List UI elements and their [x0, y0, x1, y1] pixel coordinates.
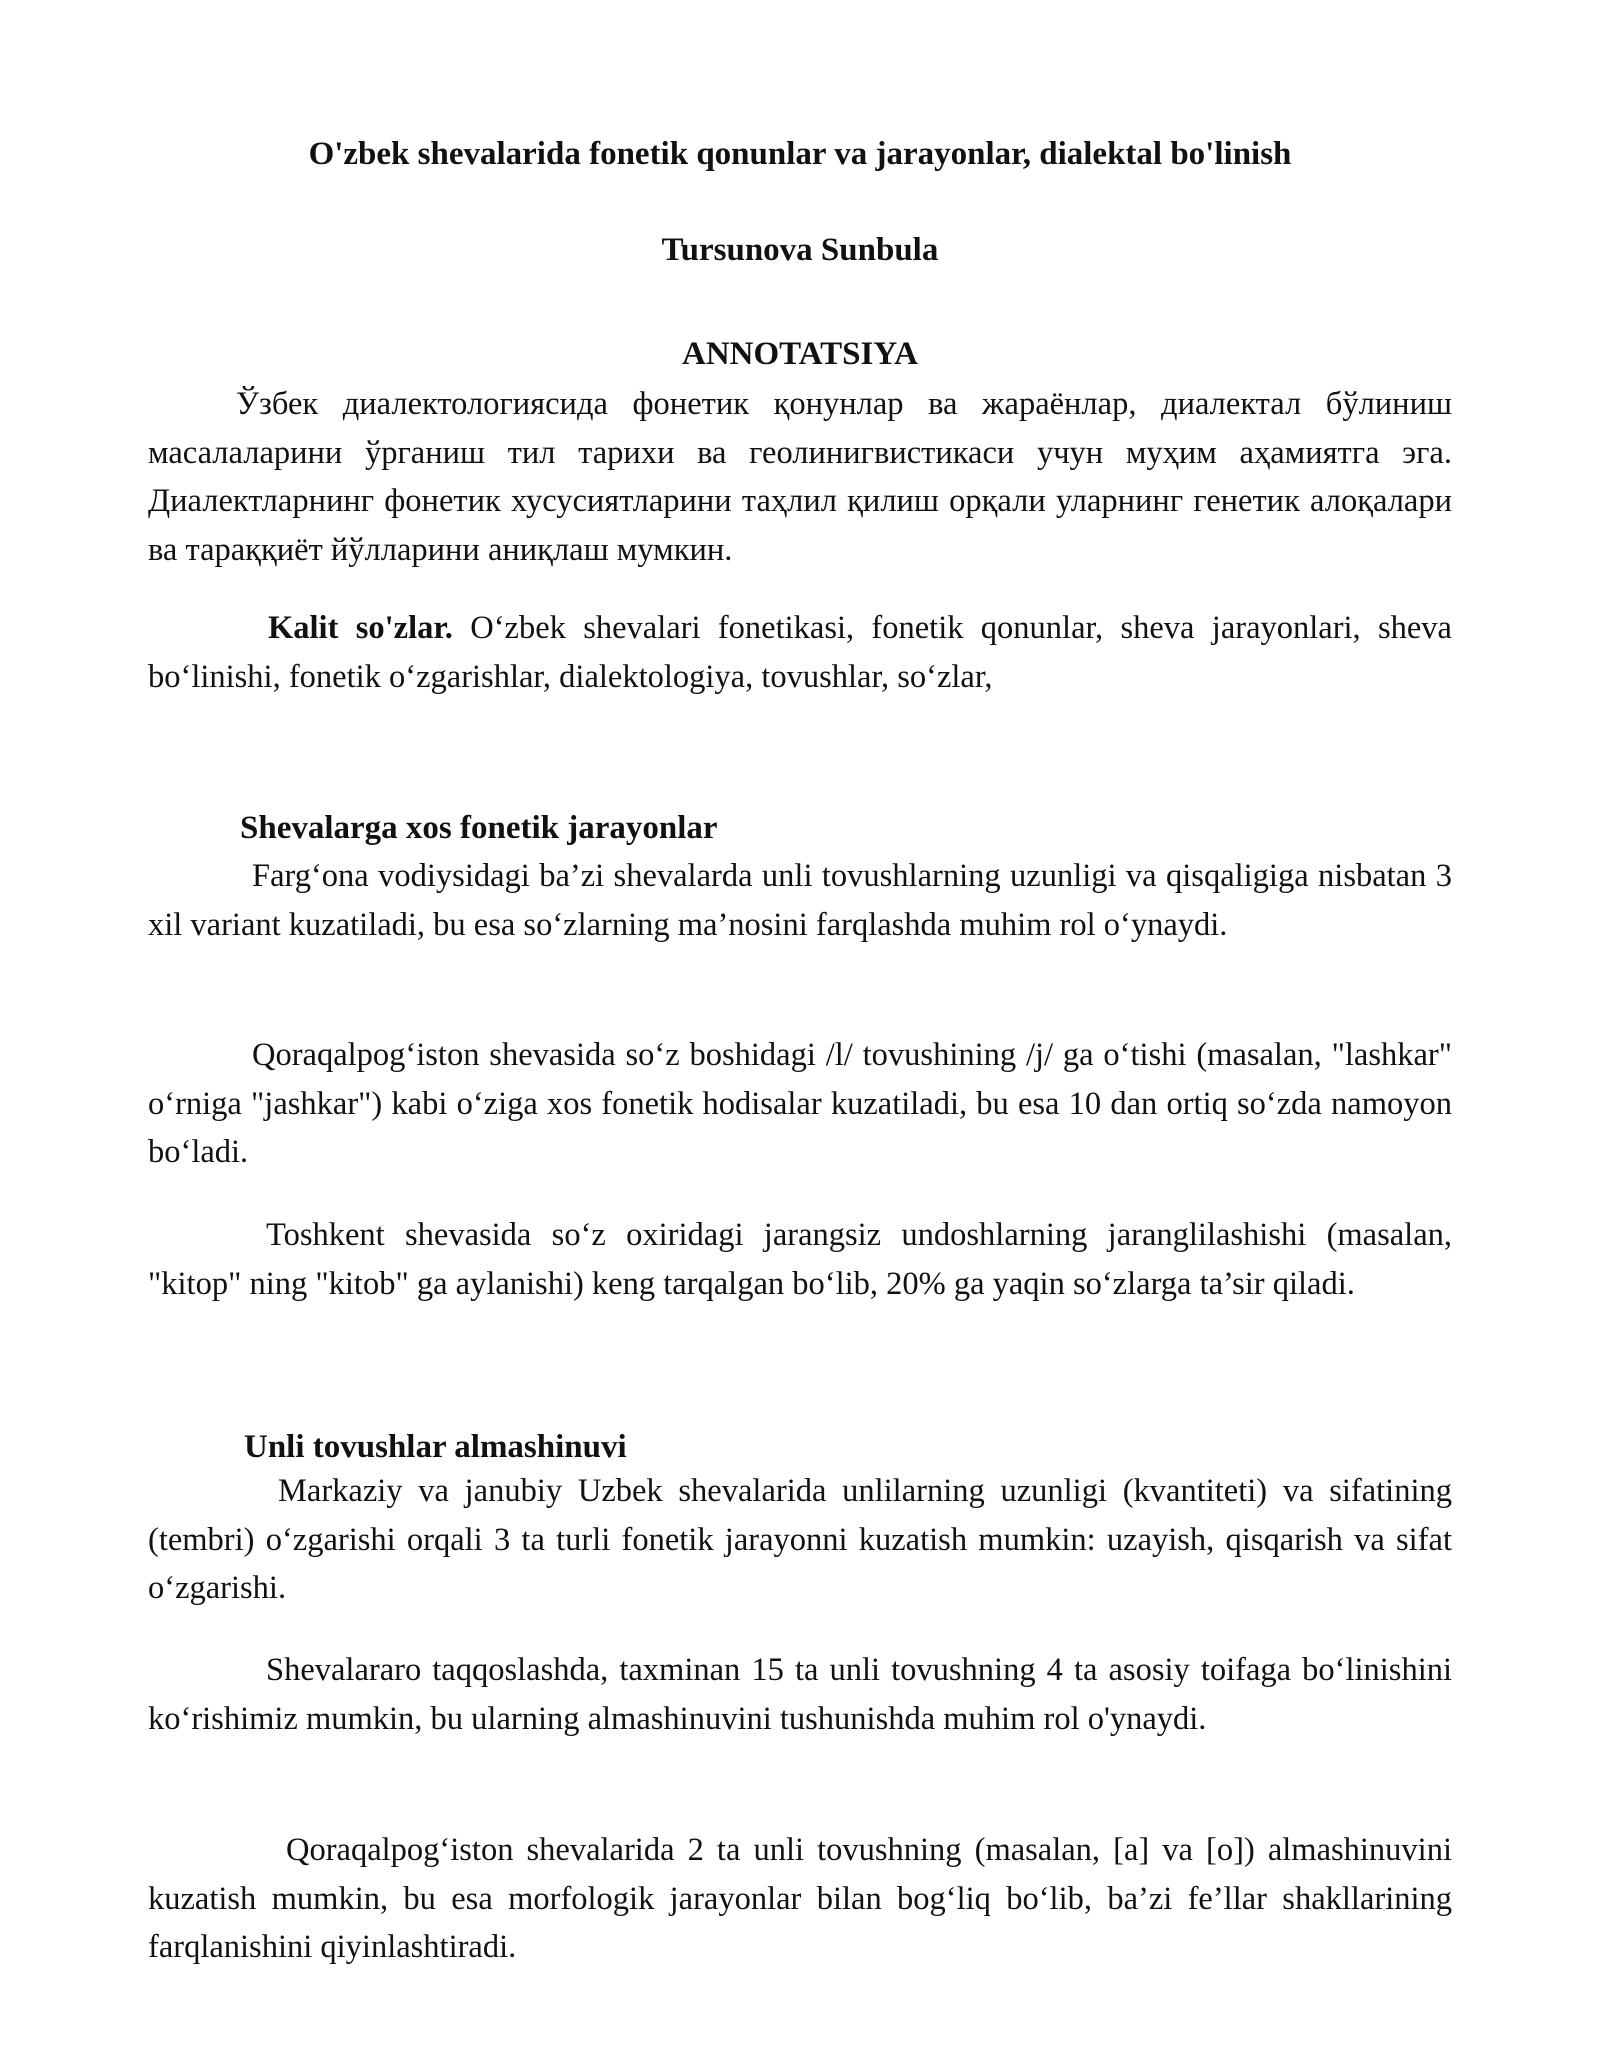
annotation-heading: ANNOTATSIYA: [682, 336, 918, 372]
section-heading-vowel-alternation: Unli tovushlar almashinuvi: [244, 1429, 627, 1465]
author-name: Tursunova Sunbula: [661, 232, 939, 268]
section-2-paragraph-3: Qoraqalpog‘iston shevalarida 2 ta unli tovushning (masalan, [a] va [o]) almashinuvini kuzatish mumkin, bu esa morfologik jarayonlar bilan bog‘liq bo‘lib, ba’zi fe’llar shakllarining farqlanishini qiyinlashtiradi.: [148, 1832, 1452, 1965]
section-1-paragraph-2: Qoraqalpog‘iston shevasida so‘z boshidagi /l/ tovushining /j/ ga o‘tishi (masalan, "lashkar" o‘rniga "jashkar") kabi o‘ziga xos fonetik hodisalar kuzatiladi, bu esa 10 dan ortiq so‘zda namoyon bo‘ladi.: [148, 1037, 1452, 1170]
keywords-label: Kalit so'zlar.: [268, 610, 453, 646]
section-1-paragraph-3: Toshkent shevasida so‘z oxiridagi jarangsiz undoshlarning jaranglilashishi (masalan, "kitop" ning "kitob" ga aylanishi) keng tarqalgan bo‘lib, 20% ga yaqin so‘zlarga ta’sir qiladi.: [148, 1217, 1452, 1302]
annotation-text: Ўзбек диалектологиясида фонетик қонунлар ва жараёнлар, диалектал бўлиниш масалаларини ўрганиш тил тарихи ва геолинигвистикаси учун муҳим аҳамиятга эга. Диалектларнинг фонетик хусусиятларини таҳлил қилиш орқали уларнинг генетик алоқалари ва тараққиёт йўлларини аниқлаш мумкин.: [148, 386, 1452, 568]
document-title: O'zbek shevalarida fonetik qonunlar va jarayonlar, dialektal bo'linish: [308, 136, 1292, 172]
section-1-paragraph-1: Farg‘ona vodiysidagi ba’zi shevalarda unli tovushlarning uzunligi va qisqaligiga nisbatan 3 xil variant kuzatiladi, bu esa so‘zlarning ma’nosini farqlashda muhim rol o‘ynaydi.: [148, 858, 1452, 943]
keywords-paragraph: [148, 604, 1452, 701]
section-heading-phonetic-processes: Shevalarga xos fonetik jarayonlar: [240, 810, 718, 846]
keywords-text: O‘zbek shevalari fonetikasi, fonetik qonunlar, sheva jarayonlari, sheva bo‘linishi, fonetik o‘zgarishlar, dialektologiya, tovushlar, so‘zlar,: [148, 610, 1452, 695]
section-2-paragraph-1: Markaziy va janubiy Uzbek shevalarida unlilarning uzunligi (kvantiteti) va sifatining (tembri) o‘zgarishi orqali 3 ta turli fonetik jarayonni kuzatish mumkin: uzayish, qisqarish va sifat o‘zgarishi.: [148, 1473, 1452, 1606]
section-2-paragraph-2: Shevalararo taqqoslashda, taxminan 15 ta unli tovushning 4 ta asosiy toifaga bo‘linishini ko‘rishimiz mumkin, bu ularning almashinuvini tushunishda muhim rol o'ynaydi.: [148, 1652, 1452, 1737]
